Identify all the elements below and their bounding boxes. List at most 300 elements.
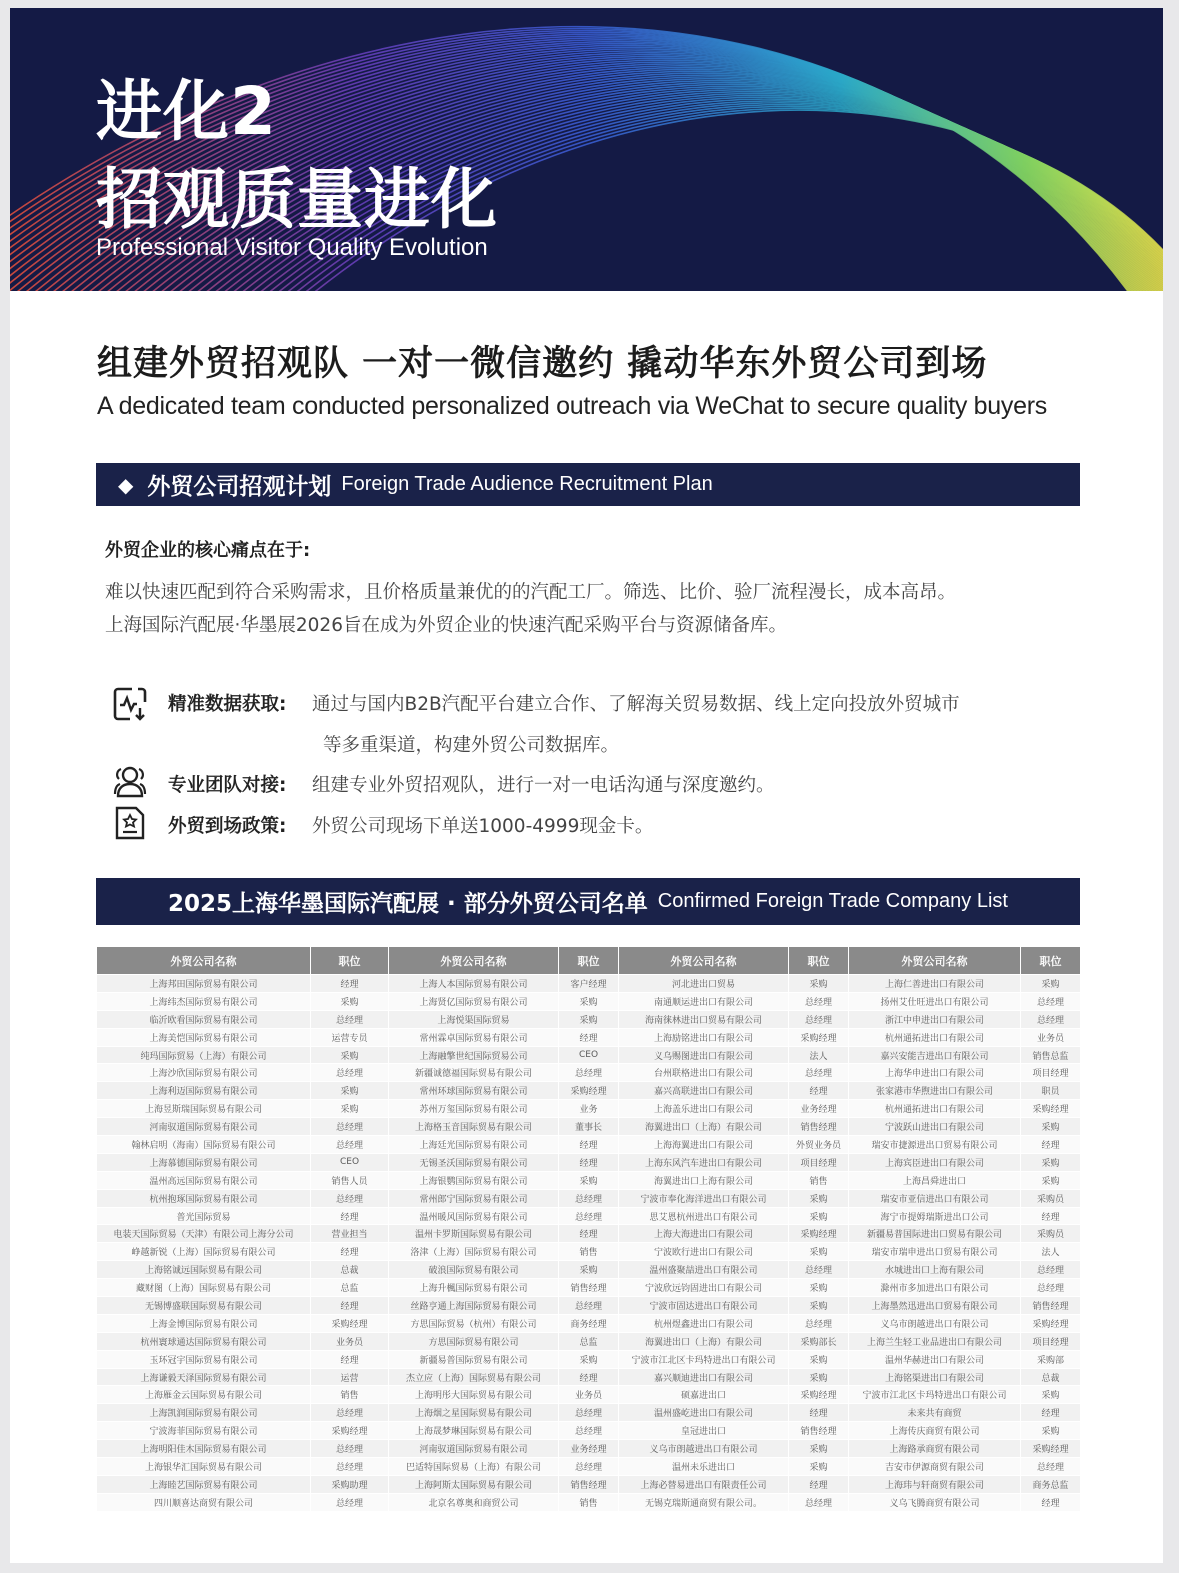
company-name-cell: 新疆诚德福国际贸易有限公司 bbox=[389, 1064, 559, 1082]
column-header-company-name: 外贸公司名称 bbox=[97, 947, 311, 975]
table-row bbox=[97, 1261, 1081, 1279]
position-cell: 商务经理 bbox=[559, 1314, 619, 1332]
company-name-cell: 无锡克瑞斯通商贸有限公司。 bbox=[619, 1493, 789, 1511]
company-name-cell: 思艾恩杭州进出口有限公司 bbox=[619, 1207, 789, 1225]
company-name-cell: 海翼进出口（上海）有限公司 bbox=[619, 1332, 789, 1350]
company-name-cell: 上海兰生轻工业品进出口有限公司 bbox=[849, 1332, 1021, 1350]
company-name-cell: 杭州通拓进出口有限公司 bbox=[849, 1100, 1021, 1118]
company-name-cell: 宁波市奉化海洋进出口有限公司 bbox=[619, 1189, 789, 1207]
position-cell: CEO bbox=[559, 1046, 619, 1064]
position-cell: 采购经理 bbox=[789, 1386, 849, 1404]
data-chart-download-icon bbox=[112, 686, 148, 722]
position-cell: 采购 bbox=[311, 1046, 389, 1064]
table-row bbox=[97, 1010, 1081, 1028]
company-name-cell: 上海仁善进出口有限公司 bbox=[849, 975, 1021, 993]
company-name-cell: 上海美恺国际贸易有限公司 bbox=[97, 1028, 311, 1046]
position-cell: 总经理 bbox=[311, 1010, 389, 1028]
company-name-cell: 上海海翼进出口有限公司 bbox=[619, 1136, 789, 1154]
position-cell: 总经理 bbox=[1021, 1010, 1081, 1028]
table-row bbox=[97, 1207, 1081, 1225]
company-name-cell: 海翼进出口上海有限公司 bbox=[619, 1171, 789, 1189]
position-cell: 总经理 bbox=[559, 1189, 619, 1207]
position-cell: 采购 bbox=[559, 1350, 619, 1368]
position-cell: 总经理 bbox=[311, 1189, 389, 1207]
company-name-cell: 常州环球国际贸易有限公司 bbox=[389, 1082, 559, 1100]
position-cell: 业务员 bbox=[311, 1332, 389, 1350]
company-name-cell: 常州郎宁国际贸易有限公司 bbox=[389, 1189, 559, 1207]
position-cell: 总经理 bbox=[789, 992, 849, 1010]
company-name-cell: 上海沙欣国际贸易有限公司 bbox=[97, 1064, 311, 1082]
position-cell: 商务总监 bbox=[1021, 1475, 1081, 1493]
position-cell: 采购 bbox=[559, 1171, 619, 1189]
position-cell: 总经理 bbox=[789, 1314, 849, 1332]
position-cell: 总裁 bbox=[1021, 1368, 1081, 1386]
position-cell: 总经理 bbox=[559, 1064, 619, 1082]
table-row bbox=[97, 1422, 1081, 1440]
team-users-icon bbox=[112, 764, 148, 800]
position-cell: 经理 bbox=[311, 1243, 389, 1261]
position-cell: 采购经理 bbox=[311, 1422, 389, 1440]
table-row bbox=[97, 1189, 1081, 1207]
column-header-position: 职位 bbox=[311, 947, 389, 975]
company-name-cell: 上海利迈国际贸易有限公司 bbox=[97, 1082, 311, 1100]
company-name-cell: 宁波海菲国际贸易有限公司 bbox=[97, 1422, 311, 1440]
position-cell: 采购 bbox=[789, 1207, 849, 1225]
company-name-cell: 上海廷光国际贸易有限公司 bbox=[389, 1136, 559, 1154]
company-name-cell: 翰林启明（海南）国际贸易有限公司 bbox=[97, 1136, 311, 1154]
position-cell: 采购经理 bbox=[1021, 1314, 1081, 1332]
company-name-cell: 上海盖乐进出口有限公司 bbox=[619, 1100, 789, 1118]
position-cell: 总经理 bbox=[559, 1297, 619, 1315]
company-name-cell: 上海玮与轩商贸有限公司 bbox=[849, 1475, 1021, 1493]
company-name-cell: 浙江中申进出口有限公司 bbox=[849, 1010, 1021, 1028]
position-cell: 总经理 bbox=[559, 1207, 619, 1225]
company-name-cell: 杭州煜鑫进出口有限公司 bbox=[619, 1314, 789, 1332]
position-cell: 采购 bbox=[559, 1261, 619, 1279]
position-cell: 销售总监 bbox=[1021, 1046, 1081, 1064]
company-name-cell: 温州华赫进出口有限公司 bbox=[849, 1350, 1021, 1368]
feature-label-team: 专业团队对接: bbox=[168, 775, 287, 796]
position-cell: 经理 bbox=[559, 1136, 619, 1154]
position-cell: 采购 bbox=[1021, 1422, 1081, 1440]
company-name-cell: 台州联格进出口有限公司 bbox=[619, 1064, 789, 1082]
company-name-cell: 上海贤亿国际贸易有限公司 bbox=[389, 992, 559, 1010]
position-cell: 经理 bbox=[311, 1207, 389, 1225]
company-name-cell: 纯玛国际贸易（上海）有限公司 bbox=[97, 1046, 311, 1064]
company-name-cell: 嘉兴顺迪进出口有限公司 bbox=[619, 1368, 789, 1386]
banner-title-line1: 进化2 bbox=[96, 73, 277, 150]
position-cell: 采购经理 bbox=[311, 1314, 389, 1332]
position-cell: 总经理 bbox=[789, 1261, 849, 1279]
position-cell: 销售经理 bbox=[559, 1279, 619, 1297]
position-cell: 采购 bbox=[789, 1440, 849, 1458]
company-name-cell: 河北进出口贸易 bbox=[619, 975, 789, 993]
company-name-cell: 上海昌舜进出口 bbox=[849, 1171, 1021, 1189]
position-cell: 经理 bbox=[311, 1297, 389, 1315]
company-name-cell: 上海大海进出口有限公司 bbox=[619, 1225, 789, 1243]
company-name-cell: 扬州艾仕旺进出口有限公司 bbox=[849, 992, 1021, 1010]
position-cell: 经理 bbox=[311, 975, 389, 993]
company-name-cell: 新疆易普国际贸易有限公司 bbox=[389, 1350, 559, 1368]
company-name-cell: 海翼进出口（上海）有限公司 bbox=[619, 1118, 789, 1136]
company-name-cell: 义乌飞腾商贸有限公司 bbox=[849, 1493, 1021, 1511]
company-name-cell: 上海阿斯太国际贸易有限公司 bbox=[389, 1475, 559, 1493]
table-row bbox=[97, 1297, 1081, 1315]
position-cell: 法人 bbox=[1021, 1243, 1081, 1261]
company-name-cell: 皇冠进出口 bbox=[619, 1422, 789, 1440]
company-name-cell: 上海铭渠进出口有限公司 bbox=[849, 1368, 1021, 1386]
section-title-cn: 外贸公司招观计划 bbox=[147, 474, 332, 500]
company-name-cell: 玉环冠宇国际贸易有限公司 bbox=[97, 1350, 311, 1368]
position-cell: 采购 bbox=[789, 1243, 849, 1261]
company-name-cell: 临沂欧看国际贸易有限公司 bbox=[97, 1010, 311, 1028]
company-name-cell: 温州暖风国际贸易有限公司 bbox=[389, 1207, 559, 1225]
position-cell: 总经理 bbox=[1021, 1458, 1081, 1476]
position-cell: 法人 bbox=[789, 1046, 849, 1064]
table-row bbox=[97, 1475, 1081, 1493]
company-name-cell: 上海银鹦国际贸易有限公司 bbox=[389, 1171, 559, 1189]
position-cell: 总经理 bbox=[311, 1118, 389, 1136]
company-name-cell: 未来共有商贸 bbox=[849, 1404, 1021, 1422]
company-name-cell: 上海人本国际贸易有限公司 bbox=[389, 975, 559, 993]
company-name-cell: 电装天国际贸易（天津）有限公司上海分公司 bbox=[97, 1225, 311, 1243]
position-cell: 总经理 bbox=[311, 1440, 389, 1458]
position-cell: 采购员 bbox=[1021, 1189, 1081, 1207]
feature-text-data-cont: 等多重渠道，构建外贸公司数据库。 bbox=[323, 735, 620, 756]
diamond-icon: ◆ bbox=[118, 472, 134, 497]
position-cell: 经理 bbox=[559, 1153, 619, 1171]
position-cell: 总经理 bbox=[1021, 992, 1081, 1010]
company-name-cell: 滁州市多加进出口有限公司 bbox=[849, 1279, 1021, 1297]
company-name-cell: 南通顺运进出口有限公司 bbox=[619, 992, 789, 1010]
company-name-cell: 宁波市江北区卡玛特进出口有限公司 bbox=[849, 1386, 1021, 1404]
position-cell: 项目经理 bbox=[1021, 1332, 1081, 1350]
company-name-cell: 河南驭道国际贸易有限公司 bbox=[389, 1440, 559, 1458]
position-cell: 经理 bbox=[789, 1475, 849, 1493]
position-cell: 总经理 bbox=[559, 1422, 619, 1440]
company-name-cell: 上海雁金云国际贸易有限公司 bbox=[97, 1386, 311, 1404]
company-name-cell: 杰立应（上海）国际贸易有限公司 bbox=[389, 1368, 559, 1386]
company-name-cell: 巴适特国际贸易（上海）有限公司 bbox=[389, 1458, 559, 1476]
company-name-cell: 嘉兴安能吉进出口有限公司 bbox=[849, 1046, 1021, 1064]
position-cell: 采购经理 bbox=[1021, 1100, 1081, 1118]
position-cell: 总经理 bbox=[1021, 1261, 1081, 1279]
company-name-cell: 宁波跃山进出口有限公司 bbox=[849, 1118, 1021, 1136]
section-header-recruitment-plan bbox=[96, 463, 1080, 506]
position-cell: 总经理 bbox=[311, 1064, 389, 1082]
column-header-company-name: 外贸公司名称 bbox=[849, 947, 1021, 975]
company-name-cell: 上海烟之星国际贸易有限公司 bbox=[389, 1404, 559, 1422]
headline-en: A dedicated team conducted personalized outreach via WeChat to secure quality buyers bbox=[97, 392, 1047, 420]
company-name-cell: 上海华申进出口有限公司 bbox=[849, 1064, 1021, 1082]
position-cell: 销售人员 bbox=[311, 1171, 389, 1189]
position-cell: 采购部长 bbox=[789, 1332, 849, 1350]
position-cell: 总经理 bbox=[311, 1493, 389, 1511]
table-row bbox=[97, 1386, 1081, 1404]
company-name-cell: 常州霖卓国际贸易有限公司 bbox=[389, 1028, 559, 1046]
table-row bbox=[97, 992, 1081, 1010]
company-name-cell: 瑞安市捷源进出口贸易有限公司 bbox=[849, 1136, 1021, 1154]
position-cell: 采购部 bbox=[1021, 1350, 1081, 1368]
feature-text-data: 通过与国内B2B汽配平台建立合作、了解海关贸易数据、线上定向投放外贸城市 bbox=[312, 694, 960, 715]
position-cell: 职员 bbox=[1021, 1082, 1081, 1100]
position-cell: 采购 bbox=[789, 975, 849, 993]
company-name-cell: 温州高远国际贸易有限公司 bbox=[97, 1171, 311, 1189]
company-name-cell: 海宁市提姆瑞斯进出口公司 bbox=[849, 1207, 1021, 1225]
position-cell: 销售经理 bbox=[789, 1422, 849, 1440]
company-name-cell: 峥越新锐（上海）国际贸易有限公司 bbox=[97, 1243, 311, 1261]
company-name-cell: 方思国际贸易（杭州）有限公司 bbox=[389, 1314, 559, 1332]
position-cell: 经理 bbox=[1021, 1493, 1081, 1511]
column-header-position: 职位 bbox=[559, 947, 619, 975]
position-cell: 销售经理 bbox=[1021, 1297, 1081, 1315]
position-cell: 经理 bbox=[559, 1028, 619, 1046]
position-cell: 业务员 bbox=[1021, 1028, 1081, 1046]
company-name-cell: 上海必替易进出口有限责任公司 bbox=[619, 1475, 789, 1493]
section-header-company-list bbox=[96, 878, 1080, 925]
column-header-company-name: 外贸公司名称 bbox=[619, 947, 789, 975]
position-cell: 采购助理 bbox=[311, 1475, 389, 1493]
company-name-cell: 吉安市伊源商贸有限公司 bbox=[849, 1458, 1021, 1476]
position-cell: 总经理 bbox=[311, 1404, 389, 1422]
table-row bbox=[97, 1225, 1081, 1243]
feature-text-policy: 外贸公司现场下单送1000-4999现金卡。 bbox=[312, 816, 654, 837]
position-cell: 采购 bbox=[311, 1082, 389, 1100]
column-header-position: 职位 bbox=[789, 947, 849, 975]
section-title-en: Foreign Trade Audience Recruitment Plan bbox=[341, 473, 713, 495]
company-name-cell: 上海格玉音国际贸易有限公司 bbox=[389, 1118, 559, 1136]
company-name-cell: 上海凯润国际贸易有限公司 bbox=[97, 1404, 311, 1422]
company-name-cell: 上海金博国际贸易有限公司 bbox=[97, 1314, 311, 1332]
company-name-cell: 无锡博盛联国际贸易有限公司 bbox=[97, 1297, 311, 1315]
company-name-cell: 温州卡罗斯国际贸易有限公司 bbox=[389, 1225, 559, 1243]
table-row bbox=[97, 1100, 1081, 1118]
company-name-cell: 杭州寰球通达国际贸易有限公司 bbox=[97, 1332, 311, 1350]
pain-points-line: 上海国际汽配展·华墨展2026旨在成为外贸企业的快速汽配采购平台与资源储备库。 bbox=[105, 615, 787, 636]
company-name-cell: 宁波市江北区卡玛特进出口有限公司 bbox=[619, 1350, 789, 1368]
position-cell: 经理 bbox=[789, 1082, 849, 1100]
company-name-cell: 上海传庆商贸有限公司 bbox=[849, 1422, 1021, 1440]
company-name-cell: 上海宾臣进出口有限公司 bbox=[849, 1153, 1021, 1171]
company-name-cell: 方思国际贸易有限公司 bbox=[389, 1332, 559, 1350]
company-name-cell: 温州盛屹进出口有限公司 bbox=[619, 1404, 789, 1422]
company-name-cell: 张家港市华煦进出口有限公司 bbox=[849, 1082, 1021, 1100]
position-cell: 销售 bbox=[559, 1493, 619, 1511]
position-cell: 采购 bbox=[311, 992, 389, 1010]
table-row bbox=[97, 1350, 1081, 1368]
position-cell: 经理 bbox=[559, 1368, 619, 1386]
position-cell: 采购经理 bbox=[559, 1082, 619, 1100]
position-cell: 总经理 bbox=[559, 1404, 619, 1422]
position-cell: 销售经理 bbox=[789, 1118, 849, 1136]
position-cell: 总经理 bbox=[311, 1458, 389, 1476]
company-name-cell: 上海路承商贸有限公司 bbox=[849, 1440, 1021, 1458]
table-row bbox=[97, 1458, 1081, 1476]
company-name-cell: 苏州万玺国际贸易有限公司 bbox=[389, 1100, 559, 1118]
position-cell: 总经理 bbox=[789, 1010, 849, 1028]
position-cell: 采购 bbox=[789, 1458, 849, 1476]
banner-subtitle: Professional Visitor Quality Evolution bbox=[96, 234, 488, 261]
company-name-cell: 瑞安市亚信进出口有限公司 bbox=[849, 1189, 1021, 1207]
position-cell: 项目经理 bbox=[789, 1153, 849, 1171]
company-name-cell: 硕嘉进出口 bbox=[619, 1386, 789, 1404]
company-name-cell: 普光国际贸易 bbox=[97, 1207, 311, 1225]
position-cell: 总经理 bbox=[789, 1064, 849, 1082]
company-name-cell: 瑞安市瑞申进出口贸易有限公司 bbox=[849, 1243, 1021, 1261]
table-row bbox=[97, 1028, 1081, 1046]
position-cell: 经理 bbox=[789, 1404, 849, 1422]
feature-label-policy: 外贸到场政策: bbox=[168, 816, 287, 837]
table-header-row bbox=[97, 947, 1081, 975]
table-row bbox=[97, 1314, 1081, 1332]
company-name-cell: 上海铭诚远国际贸易有限公司 bbox=[97, 1261, 311, 1279]
position-cell: 采购 bbox=[1021, 1386, 1081, 1404]
company-name-cell: 义乌市朗越进出口有限公司 bbox=[619, 1440, 789, 1458]
position-cell: 采购 bbox=[1021, 1171, 1081, 1189]
position-cell: 营业担当 bbox=[311, 1225, 389, 1243]
position-cell: 项目经理 bbox=[1021, 1064, 1081, 1082]
company-name-cell: 温州盛聚喆进出口有限公司 bbox=[619, 1261, 789, 1279]
company-name-cell: 上海明彤大国际贸易有限公司 bbox=[389, 1386, 559, 1404]
position-cell: 采购 bbox=[1021, 1153, 1081, 1171]
company-name-cell: 上海励铭进出口有限公司 bbox=[619, 1028, 789, 1046]
company-name-cell: 嘉兴高联进出口有限公司 bbox=[619, 1082, 789, 1100]
table-row bbox=[97, 1440, 1081, 1458]
position-cell: 采购 bbox=[559, 992, 619, 1010]
position-cell: 采购 bbox=[789, 1297, 849, 1315]
table-row bbox=[97, 1332, 1081, 1350]
section-title-cn: 2025上海华墨国际汽配展 · 部分外贸公司名单 bbox=[168, 891, 648, 917]
company-name-cell: 北京名尊奥和商贸公司 bbox=[389, 1493, 559, 1511]
position-cell: 采购 bbox=[311, 1100, 389, 1118]
pain-points-line: 难以快速匹配到符合采购需求，且价格质量兼优的的汽配工厂。筛选、比价、验厂流程漫长，成本高昂。 bbox=[105, 582, 957, 603]
company-name-cell: 宁波市固达进出口有限公司 bbox=[619, 1297, 789, 1315]
company-name-cell: 上海银华汇国际贸易有限公司 bbox=[97, 1458, 311, 1476]
table-row bbox=[97, 1136, 1081, 1154]
company-name-cell: 水城进出口上海有限公司 bbox=[849, 1261, 1021, 1279]
company-name-cell: 上海明阳佳木国际贸易有限公司 bbox=[97, 1440, 311, 1458]
company-name-cell: 无锡圣沃国际贸易有限公司 bbox=[389, 1153, 559, 1171]
company-name-cell: 破浪国际贸易有限公司 bbox=[389, 1261, 559, 1279]
position-cell: 经理 bbox=[559, 1225, 619, 1243]
table-row bbox=[97, 1153, 1081, 1171]
table-row bbox=[97, 1171, 1081, 1189]
column-header-company-name: 外贸公司名称 bbox=[389, 947, 559, 975]
position-cell: 采购员 bbox=[1021, 1225, 1081, 1243]
table-row bbox=[97, 1404, 1081, 1422]
position-cell: 销售 bbox=[789, 1171, 849, 1189]
position-cell: 经理 bbox=[1021, 1207, 1081, 1225]
position-cell: 销售经理 bbox=[559, 1475, 619, 1493]
position-cell: 业务经理 bbox=[559, 1440, 619, 1458]
table-row bbox=[97, 1243, 1081, 1261]
position-cell: 总监 bbox=[311, 1279, 389, 1297]
company-name-cell: 上海融擎世纪国际贸易公司 bbox=[389, 1046, 559, 1064]
position-cell: 采购 bbox=[789, 1350, 849, 1368]
headline-cn: 组建外贸招观队 一对一微信邀约 撬动华东外贸公司到场 bbox=[97, 344, 988, 384]
company-list-table bbox=[96, 946, 1081, 1512]
position-cell: 总经理 bbox=[311, 1136, 389, 1154]
company-name-cell: 杭州通拓进出口有限公司 bbox=[849, 1028, 1021, 1046]
table-row bbox=[97, 1082, 1081, 1100]
position-cell: 经理 bbox=[1021, 1136, 1081, 1154]
position-cell: 外贸业务员 bbox=[789, 1136, 849, 1154]
position-cell: 总经理 bbox=[559, 1458, 619, 1476]
table-row bbox=[97, 1493, 1081, 1511]
company-name-cell: 四川顺喜达商贸有限公司 bbox=[97, 1493, 311, 1511]
company-name-cell: 宁波欣远钧固进出口有限公司 bbox=[619, 1279, 789, 1297]
company-name-cell: 上海升楓国际贸易有限公司 bbox=[389, 1279, 559, 1297]
company-name-cell: 温州未乐进出口 bbox=[619, 1458, 789, 1476]
position-cell: 总经理 bbox=[1021, 1279, 1081, 1297]
position-cell: 经理 bbox=[311, 1350, 389, 1368]
position-cell: CEO bbox=[311, 1153, 389, 1171]
position-cell: 总经理 bbox=[789, 1493, 849, 1511]
position-cell: 销售 bbox=[311, 1386, 389, 1404]
position-cell: 经理 bbox=[1021, 1404, 1081, 1422]
hero-banner bbox=[10, 8, 1163, 291]
position-cell: 采购 bbox=[789, 1189, 849, 1207]
feature-text-team: 组建专业外贸招观队，进行一对一电话沟通与深度邀约。 bbox=[312, 775, 775, 796]
company-name-cell: 新疆易普国际进出口贸易有限公司 bbox=[849, 1225, 1021, 1243]
company-name-cell: 上海慕德国际贸易有限公司 bbox=[97, 1153, 311, 1171]
position-cell: 客户经理 bbox=[559, 975, 619, 993]
feature-label-data: 精准数据获取: bbox=[168, 694, 287, 715]
position-cell: 采购 bbox=[1021, 1118, 1081, 1136]
company-name-cell: 义乌市朗越进出口有限公司 bbox=[849, 1314, 1021, 1332]
position-cell: 采购经理 bbox=[789, 1028, 849, 1046]
position-cell: 采购 bbox=[1021, 975, 1081, 993]
position-cell: 采购 bbox=[559, 1010, 619, 1028]
company-name-cell: 河南驭道国际贸易有限公司 bbox=[97, 1118, 311, 1136]
position-cell: 采购 bbox=[789, 1279, 849, 1297]
pain-points-title: 外贸企业的核心痛点在于: bbox=[105, 540, 311, 561]
section-title-en: Confirmed Foreign Trade Company List bbox=[657, 890, 1008, 912]
position-cell: 采购 bbox=[789, 1368, 849, 1386]
position-cell: 业务员 bbox=[559, 1386, 619, 1404]
company-name-cell: 洛津（上海）国际贸易有限公司 bbox=[389, 1243, 559, 1261]
company-name-cell: 义乌赐图进出口有限公司 bbox=[619, 1046, 789, 1064]
company-name-cell: 上海邦田国际贸易有限公司 bbox=[97, 975, 311, 993]
company-name-cell: 上海晟梦琳国际贸易有限公司 bbox=[389, 1422, 559, 1440]
company-name-cell: 上海悦渠国际贸易 bbox=[389, 1010, 559, 1028]
table-row bbox=[97, 1279, 1081, 1297]
position-cell: 运营 bbox=[311, 1368, 389, 1386]
company-name-cell: 上海纬杰国际贸易有限公司 bbox=[97, 992, 311, 1010]
position-cell: 董事长 bbox=[559, 1118, 619, 1136]
position-cell: 采购经理 bbox=[789, 1225, 849, 1243]
company-name-cell: 上海东风汽车进出口有限公司 bbox=[619, 1153, 789, 1171]
table-row bbox=[97, 1368, 1081, 1386]
position-cell: 总裁 bbox=[311, 1261, 389, 1279]
position-cell: 总监 bbox=[559, 1332, 619, 1350]
star-document-icon bbox=[112, 805, 148, 841]
table-row bbox=[97, 975, 1081, 993]
company-name-cell: 宁波欧行进出口有限公司 bbox=[619, 1243, 789, 1261]
company-name-cell: 上海睦艺国际贸易有限公司 bbox=[97, 1475, 311, 1493]
table-row bbox=[97, 1064, 1081, 1082]
company-name-cell: 上海昱斯瑞国际贸易有限公司 bbox=[97, 1100, 311, 1118]
banner-title-line2: 招观质量进化 bbox=[96, 161, 498, 238]
company-name-cell: 杭州抱琢国际贸易有限公司 bbox=[97, 1189, 311, 1207]
company-name-cell: 上海墨然迅进出口贸易有限公司 bbox=[849, 1297, 1021, 1315]
company-name-cell: 藏财图（上海）国际贸易有限公司 bbox=[97, 1279, 311, 1297]
position-cell: 业务经理 bbox=[789, 1100, 849, 1118]
company-name-cell: 上海谦毅天泽国际贸易有限公司 bbox=[97, 1368, 311, 1386]
table-row bbox=[97, 1118, 1081, 1136]
column-header-position: 职位 bbox=[1021, 947, 1081, 975]
position-cell: 采购经理 bbox=[1021, 1440, 1081, 1458]
